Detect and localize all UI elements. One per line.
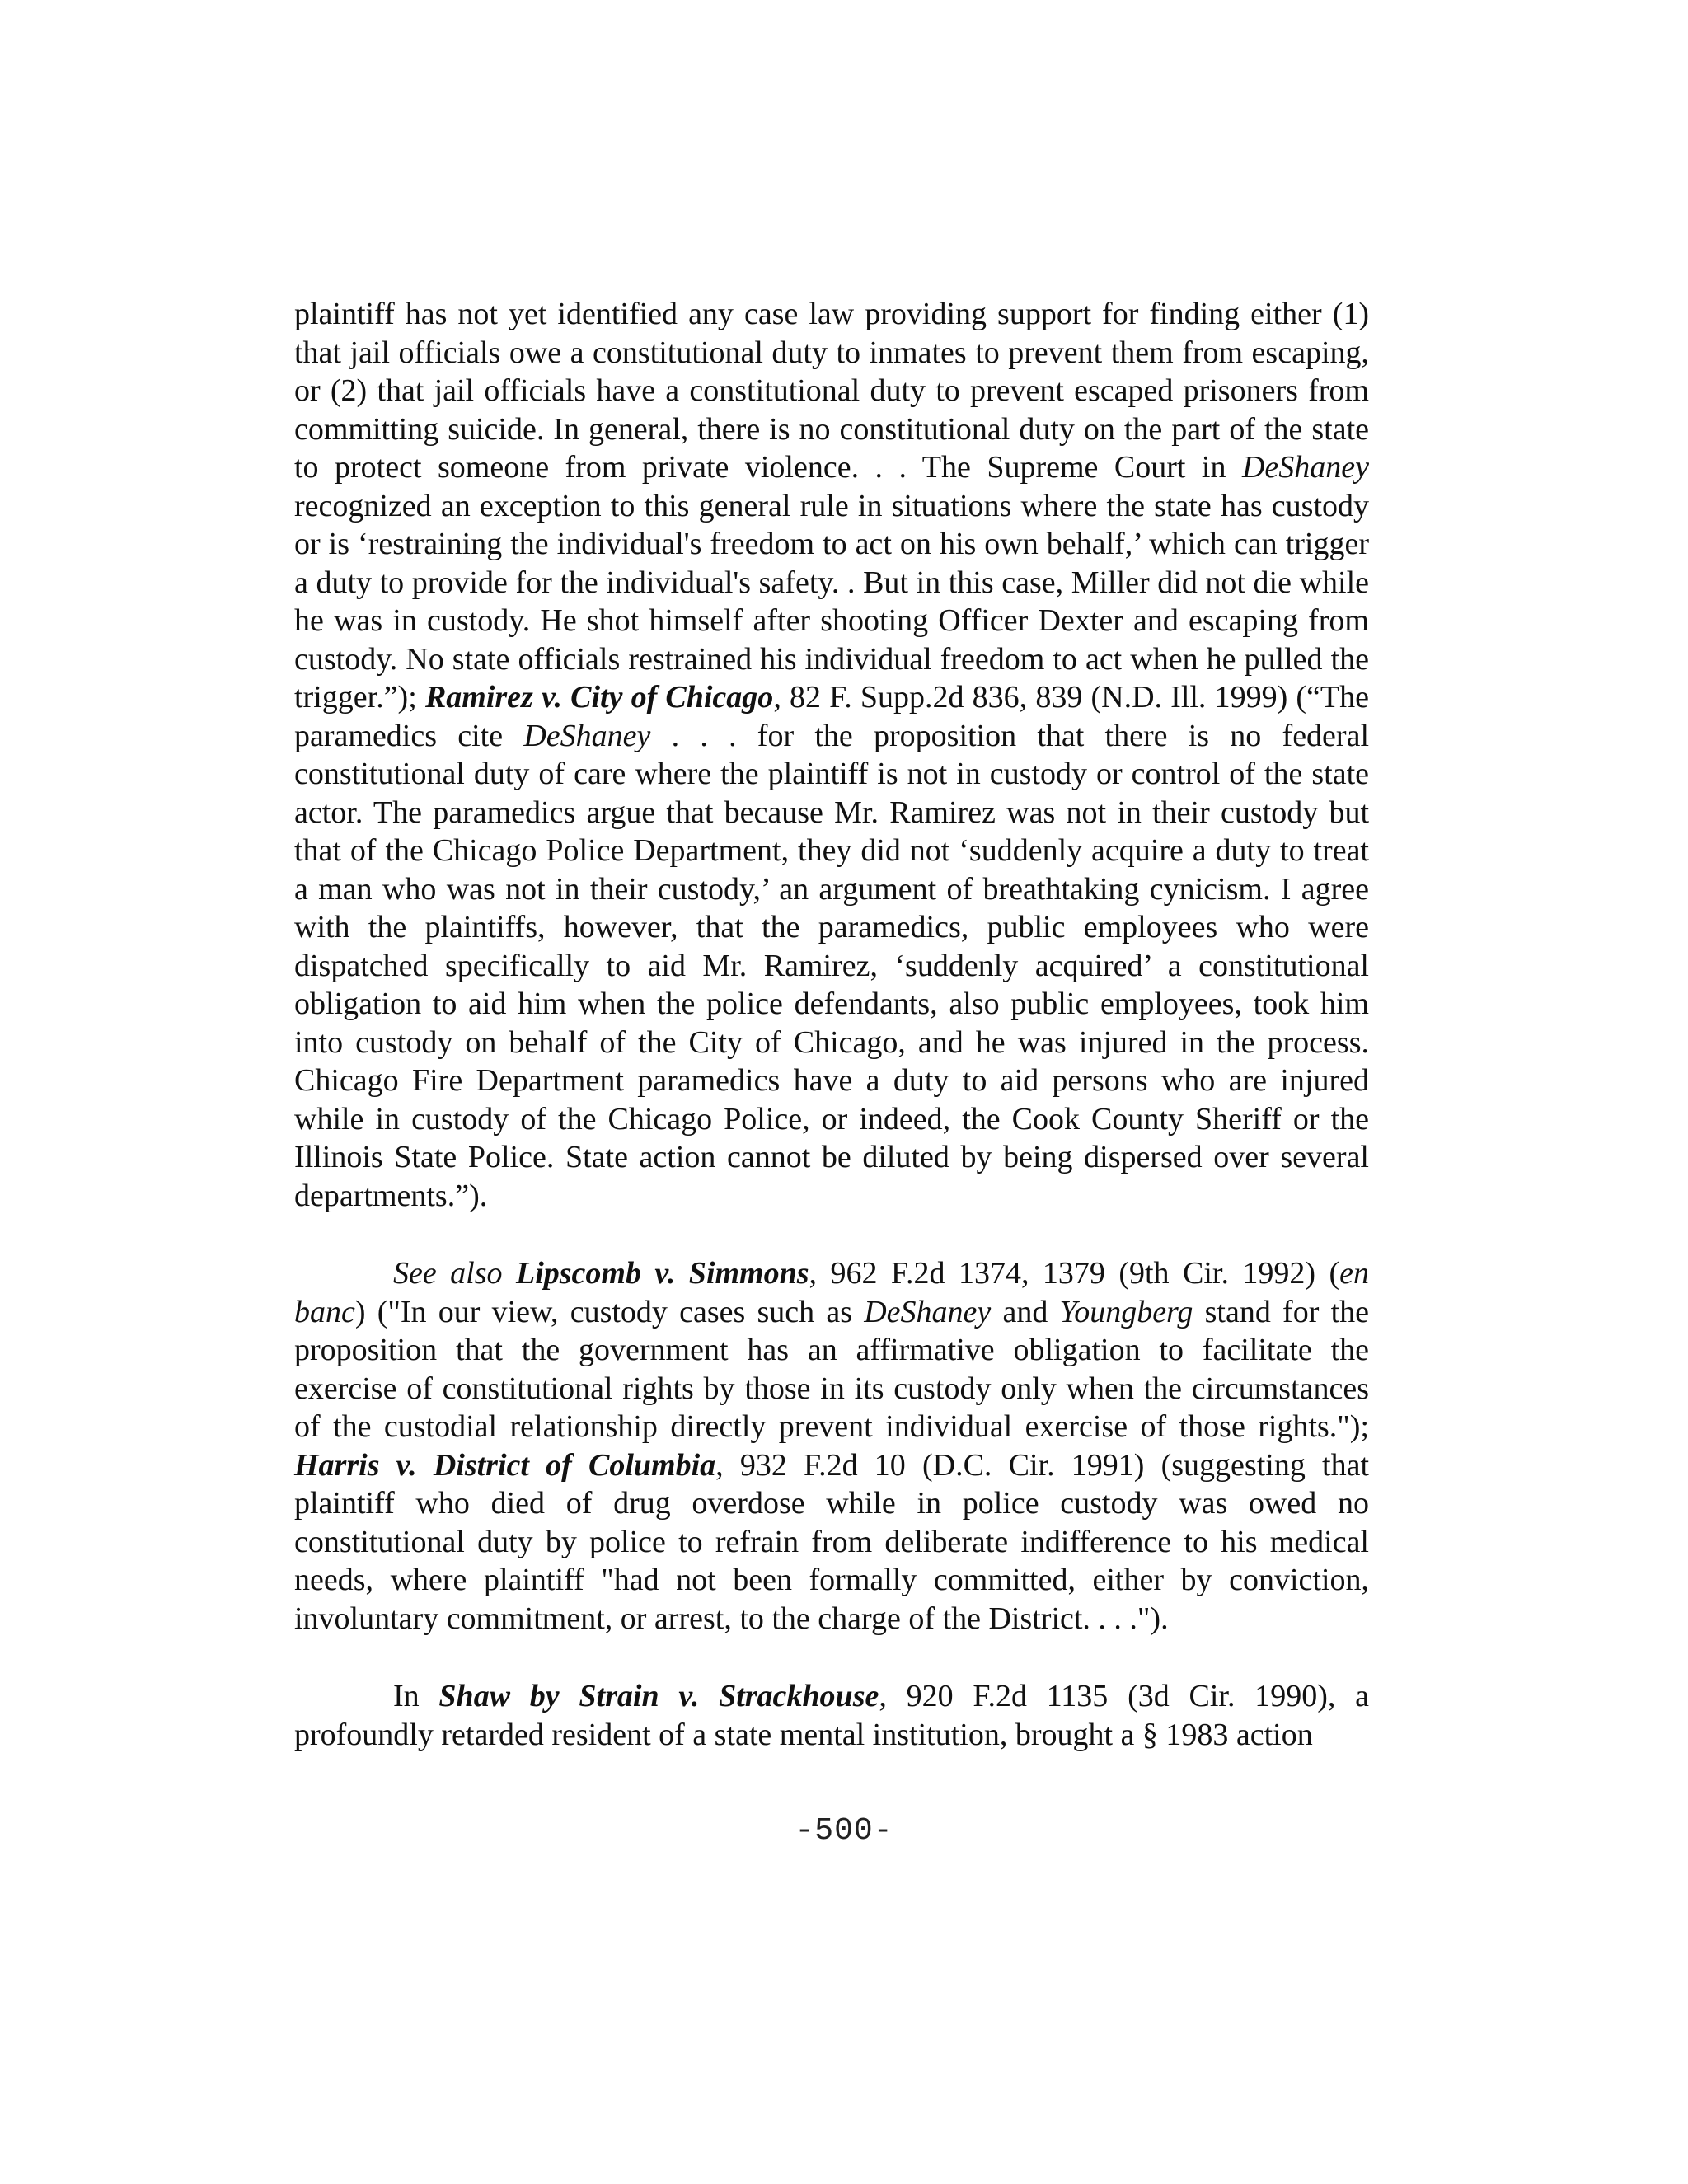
case-citation-lipscomb: Lipscomb v. Simmons: [515, 1256, 809, 1291]
case-name-italic: DeShaney: [864, 1294, 992, 1329]
case-name-italic: DeShaney: [1241, 450, 1369, 485]
text-run: , 962 F.2d 1374, 1379 (9th Cir. 1992) (: [809, 1256, 1340, 1291]
text-run: In: [393, 1679, 439, 1713]
text-run: [503, 1256, 516, 1291]
text-run: , 920 F.2d 1135 (3d Cir. 1990), a profoundly retarded resident of a state mental institution, brought a § 1983 action: [294, 1679, 1369, 1752]
text-run: , 82 F. Supp.2d 836, 839 (N.D. Ill. 1999) (“The paramedics cite: [294, 680, 1369, 753]
text-run: . . . for the proposition that there is no federal constitutional duty of care where the plaintiff is not in custody or control of the state actor. The paramedics argue that because Mr. Ramirez was not in their custody but that of the Chicago Police Department, they did not ‘suddenly acquire a duty to treat a man who was not in their custody,’ an argument of breathtaking cynicism. I agree with the plaintiffs, however, that the paramedics, public employees who were dispatched specifically to aid Mr. Ramirez, ‘suddenly acquired’ a constitutional obligation to aid him when the police defendants, also public employees, took him into custody on behalf of the City of Chicago, and he was injured in the process. Chicago Fire Department paramedics have a duty to aid persons who are injured while in custody of the Chicago Police, or indeed, the Cook County Sheriff or the Illinois State Police. State action cannot be diluted by being dispersed over several departments.”).: [294, 718, 1369, 1213]
signal-see-also: See also: [393, 1256, 503, 1291]
text-run: and: [991, 1294, 1060, 1329]
text-run: recognized an exception to this general rule in situations where the state has custody or is ‘restraining the individual's freedom to act on his own behalf,’ which can trigger a duty to provide for the individual's safety. . But in this case, Miller did not die while he was in custody. He shot himself after shooting Officer Dexter and escaping from custody. No state officials restrained his individual freedom to act when he pulled the trigger.”);: [294, 488, 1369, 715]
page-number: -500-: [795, 1813, 893, 1849]
body-paragraph-continued: [294, 295, 1369, 1215]
case-name-italic: Youngberg: [1059, 1294, 1193, 1329]
case-name-italic: DeShaney: [523, 718, 651, 753]
en-banc-italic: en banc: [294, 1256, 1370, 1329]
body-paragraph-see-also: [294, 1254, 1369, 1638]
text-run: plaintiff has not yet identified any case law providing support for finding either (1) that jail officials owe a constitutional duty to inmates to prevent them from escaping, or (2) that jail officials have a constitutional duty to prevent escaped prisoners from committing suicide. In general, there is no constitutional duty on the part of the state to protect someone from private violence. . . The Supreme Court in: [294, 297, 1369, 485]
case-citation-harris: Harris v. District of Columbia: [294, 1447, 716, 1483]
body-paragraph-shaw: [294, 1677, 1369, 1754]
case-citation-shaw: Shaw by Strain v. Strackhouse: [438, 1679, 879, 1713]
text-run: stand for the proposition that the government has an affirmative obligation to facilitate the exercise of constitutional rights by those in its custody only when the circumstances of the custodial relationship directly prevent individual exercise of those rights.");: [294, 1294, 1369, 1444]
text-run: ) ("In our view, custody cases such as: [354, 1294, 865, 1329]
text-run: , 932 F.2d 10 (D.C. Cir. 1991) (suggesting that plaintiff who died of drug overdose while in police custody was owed no constitutional duty by police to refrain from deliberate indifference to his medical needs, where plaintiff "had not been formally committed, either by conviction, involuntary commitment, or arrest, to the charge of the District. . . .").: [294, 1447, 1369, 1636]
case-citation-ramirez: Ramirez v. City of Chicago: [424, 680, 774, 715]
